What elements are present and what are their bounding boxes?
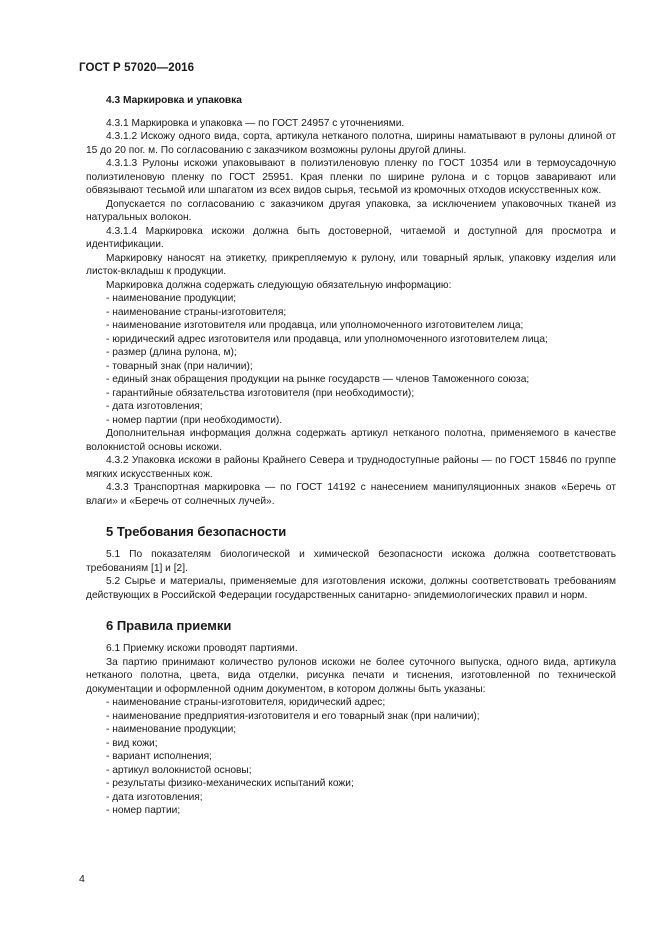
list-item: - наименование продукции;	[106, 724, 237, 735]
list-item: - наименование страны-изготовителя;	[106, 306, 287, 318]
section-5-title: 5 Требования безопасности	[106, 524, 287, 539]
list-item: - наименование продукции;	[106, 293, 237, 304]
list-item: - наименование страны-изготовителя, юридический адрес;	[106, 697, 386, 708]
document-header: ГОСТ Р 57020—2016	[79, 62, 195, 74]
list-item: - наименование изготовителя или продавца, или уполномоченного изготовителем лица;	[106, 320, 524, 331]
paragraph-4-3-1-4: 4.3.1.4 Маркировка искожи должна быть достоверной, читаемой и доступной для просмотра и идентификации.	[86, 225, 616, 250]
list-item: - номер партии (при необходимости).	[106, 414, 283, 426]
paragraph-additional-info: Дополнительная информация должна содержать артикул нетканого полотна, применяемого в качестве волокнистой основы искожи.	[86, 428, 616, 453]
paragraph-4-3-3: 4.3.3 Транспортная маркировка — по ГОСТ 14192 с нанесением манипуляционных знаков «Беречь от влаги» и «Беречь от солнечных лучей».	[86, 482, 616, 507]
paragraph-5-1: 5.1 По показателям биологической и химической безопасности искожа должна соответствовать требованиям [1] и [2].	[86, 549, 616, 574]
paragraph-batch: За партию принимают количество рулонов искожи не более суточного выпуска, одного вида, артикула нетканого полотна, цвета, вида отделки, рисунка печати и тиснения, изготовленной по технической документации и оформленной одним документом, в котором должны быть указаны:	[86, 656, 616, 695]
marking-info-list	[86, 292, 616, 427]
paragraph-label: Маркировку наносят на этикетку, прикрепляемую к рулону, или товарный ярлык, упаковку изделия или листок-вкладыш к продукции.	[86, 252, 616, 277]
paragraph-4-3-1: 4.3.1 Маркировка и упаковка — по ГОСТ 24957 с уточнениями.	[106, 117, 405, 129]
list-item: - единый знак обращения продукции на рынке государств — членов Таможенного союза;	[106, 374, 530, 385]
paragraph-4-3-2: 4.3.2 Упаковка искожи в районы Крайнего Севера и труднодоступные районы — по ГОСТ 15846 по группе мягких искусственных кож.	[86, 455, 616, 480]
page-content	[86, 90, 616, 818]
page-number: 4	[79, 873, 85, 885]
list-item: - дата изготовления;	[106, 791, 203, 803]
list-item: - товарный знак (при наличии);	[106, 360, 253, 372]
list-item: - вид кожи;	[106, 737, 158, 749]
paragraph-allowed-packaging: Допускается по согласованию с заказчиком другая упаковка, за исключением упаковочных тканей из натуральных волокон.	[86, 198, 616, 223]
paragraph-5-2: 5.2 Сырье и материалы, применяемые для изготовления искожи, должны соответствовать требованиям действующих в Российской Федерации государственных санитарно- эпидемиологических правил и норм.	[86, 576, 616, 601]
list-item: - дата изготовления;	[106, 401, 203, 412]
paragraph-4-3-1-2: 4.3.1.2 Искожу одного вида, сорта, артикула нетканого полотна, ширины наматывают в рулоны длиной от 15 до 20 пог. м. По согласованию с заказчиком возможны рулоны другой длины.	[86, 131, 616, 156]
list-item: - юридический адрес изготовителя или продавца, или уполномоченного изготовителем лица;	[106, 333, 548, 345]
list-item: - размер (длина рулона, м);	[106, 347, 237, 358]
batch-document-list	[86, 696, 616, 818]
paragraph-must-contain: Маркировка должна содержать следующую обязательную информацию:	[106, 279, 452, 291]
section-6-title: 6 Правила приемки	[106, 618, 232, 633]
list-item: - вариант исполнения;	[106, 751, 212, 762]
paragraph-4-3-1-3: 4.3.1.3 Рулоны искожи упаковывают в полиэтиленовую пленку по ГОСТ 10354 или в термоусадочную полиэтиленовую пленку по ГОСТ 25951. Края пленки по ширине рулона и с торцов заваривают или обвязывают тесьмой или шпагатом из всех видов сырья, тесьмой из кромочных отходов искусственных кож.	[86, 158, 616, 196]
list-item: - номер партии;	[106, 805, 181, 816]
list-item: - артикул волокнистой основы;	[106, 764, 252, 776]
list-item: - результаты физико-механических испытаний кожи;	[106, 778, 354, 789]
paragraph-6-1: 6.1 Приемку искожи проводят партиями.	[106, 643, 298, 654]
list-item: - наименование предприятия-изготовителя и его товарный знак (при наличии);	[106, 710, 480, 722]
list-item: - гарантийные обязательства изготовителя (при необходимости);	[106, 387, 415, 399]
section-4-3-title: 4.3 Маркировка и упаковка	[106, 95, 242, 106]
